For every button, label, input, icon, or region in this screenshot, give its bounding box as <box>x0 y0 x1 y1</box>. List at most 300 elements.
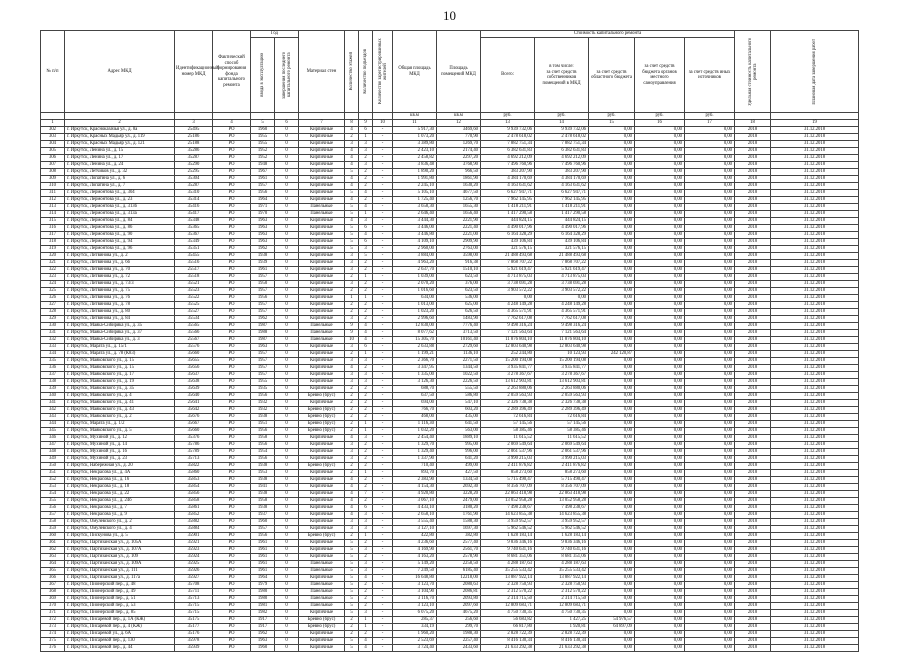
table-cell: 2018 <box>735 407 771 414</box>
table-cell: 4 750 730,35 <box>535 610 589 617</box>
table-cell: 322 <box>41 267 65 274</box>
table-cell: 4 <box>359 337 373 344</box>
header-year-group: Год <box>251 31 299 38</box>
table-cell: 4 169,90 <box>393 547 437 554</box>
table-cell: Кирпичные <box>299 365 345 372</box>
table-cell: Кирпичные <box>299 498 345 505</box>
table-cell: 31.12.2018 <box>771 505 859 512</box>
table-cell: 4677,50 <box>437 190 481 197</box>
table-cell: 10 <box>345 337 359 344</box>
table-cell: 0,00 <box>685 547 735 554</box>
table-cell: 2 <box>345 631 359 638</box>
table-cell: РО <box>213 281 251 288</box>
table-row <box>41 253 859 260</box>
table-cell: 0 <box>275 505 299 512</box>
table-cell: 0,00 <box>635 267 685 274</box>
table-cell: 35565 <box>175 323 213 330</box>
table-cell: 346 <box>41 435 65 442</box>
table-cell: 1 628 183,14 <box>535 533 589 540</box>
table-cell: 2 <box>359 631 373 638</box>
table-cell: 0 <box>275 456 299 463</box>
table-cell: 4 <box>359 190 373 197</box>
table-cell: 0,00 <box>635 218 685 225</box>
table-cell: 3 <box>359 610 373 617</box>
table-cell: г. Иркутск, Литвинова ул., д. 6б <box>65 260 175 267</box>
table-cell: 7 249,50 <box>393 568 437 575</box>
table-cell: 0,00 <box>589 491 635 498</box>
header-other-sources: за счет средств иных источников <box>685 38 735 113</box>
table-cell: 0,00 <box>635 575 685 582</box>
table-cell: 2271,50 <box>437 358 481 365</box>
table-cell: - <box>373 162 393 169</box>
table-cell: Кирпичные <box>299 190 345 197</box>
table-cell: 0,00 <box>635 603 685 610</box>
table-row <box>41 302 859 309</box>
table-cell: - <box>373 463 393 470</box>
table-row <box>41 309 859 316</box>
header-unit-cost: Удельная стоимость капитального ремонта <box>735 31 771 113</box>
table-cell: 0,00 <box>635 519 685 526</box>
table-cell: 3 <box>359 379 373 386</box>
table-cell: - <box>373 365 393 372</box>
table-cell: 31.12.2018 <box>771 575 859 582</box>
table-cell: 350 <box>41 463 65 470</box>
table-cell: 1 <box>359 211 373 218</box>
table-cell: 0,00 <box>685 512 735 519</box>
table-cell: 31.12.2018 <box>771 428 859 435</box>
table-cell: 1 <box>359 428 373 435</box>
table-cell: 334,19 <box>393 624 437 631</box>
table-cell: Кирпичные <box>299 162 345 169</box>
table-cell: 12 803 640,98 <box>481 344 535 351</box>
table-cell: г. Иркутск, Партизанская ул., д. 111 <box>65 568 175 575</box>
table-cell: 31.12.2018 <box>771 155 859 162</box>
table-cell: 444 824,15 <box>481 218 535 225</box>
table-cell: РО <box>213 512 251 519</box>
table-cell: 0 <box>275 428 299 435</box>
table-cell: 5 <box>345 246 359 253</box>
table-cell: 0,00 <box>635 512 685 519</box>
table-cell: - <box>373 554 393 561</box>
table-cell: РО <box>213 176 251 183</box>
table-cell: 2577,40 <box>437 540 481 547</box>
table-cell: г. Иркутск, Омулевского ул., д. 4 <box>65 526 175 533</box>
table-row <box>41 211 859 218</box>
table-cell: 1 <box>359 617 373 624</box>
table-cell: 0,00 <box>589 148 635 155</box>
table-cell: 5 <box>345 540 359 547</box>
table-cell: 2018 <box>735 491 771 498</box>
table-cell: Кирпичные <box>299 260 345 267</box>
table-row <box>41 568 859 575</box>
table-cell: 2018 <box>735 379 771 386</box>
table-cell: Кирпичные <box>299 400 345 407</box>
table-cell: 5 149,20 <box>393 561 437 568</box>
table-cell: 0,00 <box>685 309 735 316</box>
table-cell: - <box>373 148 393 155</box>
table-cell: 2 <box>359 386 373 393</box>
table-cell: 2018 <box>735 211 771 218</box>
table-cell: 311 <box>41 190 65 197</box>
table-cell: г. Иркутск, Мухиной ул., д. 14 <box>65 442 175 449</box>
table-cell: г. Иркутск, Пионерский пер., д. 49 <box>65 589 175 596</box>
table-cell: 335 <box>41 358 65 365</box>
table-cell: 2018 <box>735 260 771 267</box>
table-cell: 35638 <box>175 379 213 386</box>
table-cell: 0 <box>275 491 299 498</box>
table-cell: - <box>373 386 393 393</box>
table-cell: 2018 <box>735 274 771 281</box>
table-cell: 1958 <box>251 498 275 505</box>
table-cell: 35522 <box>175 295 213 302</box>
table-cell: 299,70 <box>437 624 481 631</box>
table-cell: 1964 <box>251 575 275 582</box>
table-cell: 2 289 396,49 <box>535 407 589 414</box>
table-cell: 0,00 <box>635 463 685 470</box>
table-cell: г. Иркутск, Маяковского ул., д. 4 <box>65 393 175 400</box>
table-cell: - <box>373 316 393 323</box>
table-cell: 2 061 537,96 <box>535 449 589 456</box>
table-cell: 0,00 <box>685 127 735 134</box>
table-cell: 3 738 691,28 <box>481 281 535 288</box>
table-cell: 0,00 <box>635 351 685 358</box>
table-cell: 0,00 <box>635 344 685 351</box>
table-cell: 371 <box>41 610 65 617</box>
table-cell: Кирпичные <box>299 274 345 281</box>
table-cell: 2 366,70 <box>393 358 437 365</box>
table-cell: РО <box>213 183 251 190</box>
table-cell: 1956 <box>251 456 275 463</box>
table-cell: 1962 <box>251 246 275 253</box>
table-cell: г. Иркутск, Мухиной ул., д. 23 <box>65 456 175 463</box>
table-cell: РО <box>213 582 251 589</box>
table-cell: 1 427,25 <box>535 617 589 624</box>
table-cell: 2018 <box>735 596 771 603</box>
table-row <box>41 323 859 330</box>
table-cell: 0,00 <box>685 435 735 442</box>
table-cell: 2 <box>359 281 373 288</box>
table-cell: 2 <box>345 134 359 141</box>
table-cell: 35858 <box>175 498 213 505</box>
table-cell: 35655 <box>175 358 213 365</box>
column-number: 1 <box>41 120 65 127</box>
table-cell: 2257,40 <box>437 638 481 645</box>
table-cell: 35287 <box>175 155 213 162</box>
table-cell: 2018 <box>735 323 771 330</box>
table-cell: РО <box>213 645 251 652</box>
table-cell: 361 <box>41 540 65 547</box>
table-cell: 2018 <box>735 582 771 589</box>
table-cell: 0,00 <box>589 519 635 526</box>
table-cell: 35367 <box>175 232 213 239</box>
table-cell: 3 903 572,22 <box>535 288 589 295</box>
table-cell: 35 255 533,42 <box>481 568 535 575</box>
table-row <box>41 575 859 582</box>
table-cell: РО <box>213 624 251 631</box>
table-cell: 4 <box>359 645 373 652</box>
table-cell: - <box>373 407 393 414</box>
table-cell: 0,00 <box>685 162 735 169</box>
table-cell: 35516 <box>175 260 213 267</box>
table-cell: 0,00 <box>589 386 635 393</box>
column-number: 17 <box>685 120 735 127</box>
table-cell: 7776,40 <box>437 323 481 330</box>
table-cell: 0,00 <box>685 330 735 337</box>
table-cell: 1988 <box>251 330 275 337</box>
table-cell: - <box>373 288 393 295</box>
table-cell: 0,00 <box>685 190 735 197</box>
table-cell: 13 052 958,28 <box>481 498 535 505</box>
table-cell: 2 059 563,93 <box>481 393 535 400</box>
header-total-area: Общая площадь МКД <box>393 31 437 113</box>
table-cell: РО <box>213 400 251 407</box>
table-cell: 2 <box>345 428 359 435</box>
table-cell: г. Иркутск, Маяка-Сибиряка ул., д. 35 <box>65 323 175 330</box>
table-row <box>41 386 859 393</box>
table-cell: г. Иркутск, Писаревой пер., д. 4 (КЖ) <box>65 624 175 631</box>
table-cell: 1938 <box>251 505 275 512</box>
table-cell: РО <box>213 386 251 393</box>
table-cell: 0,00 <box>685 407 735 414</box>
table-cell: 35853 <box>175 477 213 484</box>
table-cell: - <box>373 260 393 267</box>
table-cell: 0,00 <box>635 183 685 190</box>
table-cell: 0 <box>275 575 299 582</box>
table-cell: 7 868 707,22 <box>481 260 535 267</box>
table-cell: 0 <box>275 568 299 575</box>
table-cell: 2221,90 <box>437 218 481 225</box>
table-cell: - <box>373 127 393 134</box>
table-cell: 3 <box>359 435 373 442</box>
table-cell: 4 154,30 <box>393 484 437 491</box>
table-cell: 305 <box>41 148 65 155</box>
table-cell: 5 715 490,47 <box>535 477 589 484</box>
table-row <box>41 631 859 638</box>
table-cell: 1935 <box>251 386 275 393</box>
table-cell: г. Иркутск, Пионерский пер., д. 85 <box>65 610 175 617</box>
table-cell: 6 <box>359 239 373 246</box>
table-cell: 2 <box>359 477 373 484</box>
table-cell: 0,00 <box>685 134 735 141</box>
table-cell: 0,00 <box>589 393 635 400</box>
table-cell: 21 633 292,38 <box>535 645 589 652</box>
table-cell: 2018 <box>735 561 771 568</box>
table-cell: 4 <box>345 505 359 512</box>
table-cell: 0 <box>275 554 299 561</box>
table-cell: 3 990 215,03 <box>535 456 589 463</box>
table-cell: 0,00 <box>589 435 635 442</box>
table-cell: 2018 <box>735 316 771 323</box>
table-cell: 0,00 <box>685 358 735 365</box>
table-cell: г. Иркутск, Писаревой пер., д. 1А (КЖ) <box>65 617 175 624</box>
table-cell: Кирпичные <box>299 309 345 316</box>
table-cell: 3 067,10 <box>393 498 437 505</box>
table-cell: 35349 <box>175 239 213 246</box>
table-cell: - <box>373 351 393 358</box>
table-row <box>41 288 859 295</box>
table-cell: 2 960,00 <box>393 246 437 253</box>
table-cell: 352 <box>41 477 65 484</box>
table-cell: 31.12.2018 <box>771 456 859 463</box>
table-cell: 1 <box>359 134 373 141</box>
table-cell: РО <box>213 603 251 610</box>
table-cell: г. Иркутск, Литвинова ул., д. 73/3 <box>65 281 175 288</box>
table-cell: 7 498 238,67 <box>481 505 535 512</box>
table-cell: 1334,50 <box>437 477 481 484</box>
table-cell: 995,00 <box>437 442 481 449</box>
table-cell: 31.12.2018 <box>771 218 859 225</box>
table-cell: 766,70 <box>393 407 437 414</box>
table-cell: 0,00 <box>685 260 735 267</box>
table-row <box>41 407 859 414</box>
table-cell: 634,00 <box>393 295 437 302</box>
table-cell: г. Иркутск, Лермонтова ул., д. 23 <box>65 197 175 204</box>
table-row <box>41 183 859 190</box>
table-cell: 5 715 490,47 <box>481 477 535 484</box>
table-cell: 2018 <box>735 148 771 155</box>
table-cell: 0,00 <box>589 589 635 596</box>
table-cell: 2018 <box>735 505 771 512</box>
table-cell: г. Иркутск, Лермонтова ул., д. 84 <box>65 218 175 225</box>
table-cell: 0,00 <box>685 421 735 428</box>
table-cell: Бревно (брус) <box>299 428 345 435</box>
table-cell: - <box>373 344 393 351</box>
table-cell: 0,00 <box>685 274 735 281</box>
table-cell: 2 <box>359 449 373 456</box>
table-cell: Кирпичные <box>299 246 345 253</box>
table-row <box>41 533 859 540</box>
table-cell: 2 328 750,93 <box>535 582 589 589</box>
table-cell: 338 <box>41 379 65 386</box>
table-cell: - <box>373 631 393 638</box>
table-row <box>41 281 859 288</box>
table-cell: 1 <box>359 274 373 281</box>
table-cell: 3 278 367,67 <box>481 372 535 379</box>
table-cell: 31.12.2018 <box>771 400 859 407</box>
table-cell: 35175 <box>175 617 213 624</box>
table-cell: 9 836 346,16 <box>535 540 589 547</box>
table-cell: РО <box>213 232 251 239</box>
table-cell: 5 <box>345 582 359 589</box>
table-cell: г. Иркутск, Партизанская ул., д. 105А <box>65 540 175 547</box>
table-cell: Панельные <box>299 596 345 603</box>
table-cell: 1957 <box>251 365 275 372</box>
table-cell: г. Иркутск, Литвинова ул., д. 80 <box>65 309 175 316</box>
table-cell: 35860 <box>175 470 213 477</box>
table-cell: г. Иркутск, Писаревой пер., д. 44 <box>65 645 175 652</box>
column-number: 12 <box>437 120 481 127</box>
table-cell: 12 830,00 <box>393 323 437 330</box>
table-cell: 35660 <box>175 428 213 435</box>
table-cell: 0 <box>275 631 299 638</box>
table-cell: 0 <box>275 183 299 190</box>
table-cell: 0 <box>275 561 299 568</box>
table-cell: 31.12.2018 <box>771 225 859 232</box>
table-cell: РО <box>213 589 251 596</box>
table-cell: 1964 <box>251 197 275 204</box>
table-cell: 35924 <box>175 554 213 561</box>
table-cell: - <box>373 211 393 218</box>
table-cell: - <box>373 232 393 239</box>
table-cell: Бревно (брус) <box>299 393 345 400</box>
table-cell: 2 312 570,22 <box>535 589 589 596</box>
table-cell: 4 <box>359 638 373 645</box>
table-cell: 35715 <box>175 603 213 610</box>
table-cell: 0,00 <box>589 211 635 218</box>
table-cell: 1697,30 <box>437 526 481 533</box>
table-cell: Кирпичные <box>299 302 345 309</box>
table-cell: 0,00 <box>635 547 685 554</box>
table-cell: 0,00 <box>685 442 735 449</box>
table-cell: 31.12.2018 <box>771 547 859 554</box>
table-cell: 0,00 <box>589 477 635 484</box>
table-cell: 0,00 <box>635 456 685 463</box>
table-cell: 31.12.2018 <box>771 435 859 442</box>
table-cell: 4 <box>345 148 359 155</box>
table-cell: 0,00 <box>589 645 635 652</box>
table-cell: 35789 <box>175 449 213 456</box>
table-cell: 2018 <box>735 344 771 351</box>
table-cell: 5 917,30 <box>393 127 437 134</box>
table-cell: 31.12.2018 <box>771 484 859 491</box>
table-cell: 5 <box>359 253 373 260</box>
table-cell: 31.12.2018 <box>771 442 859 449</box>
table-cell: 1 <box>345 295 359 302</box>
table-cell: 330 <box>41 323 65 330</box>
table-cell: 3 <box>359 162 373 169</box>
table-cell: 0,00 <box>685 631 735 638</box>
table-cell: 0,00 <box>635 365 685 372</box>
table-cell: 5 <box>345 638 359 645</box>
table-cell: 0,00 <box>685 351 735 358</box>
table-cell: 0,00 <box>589 337 635 344</box>
table-row <box>41 449 859 456</box>
table-cell: 0,00 <box>685 204 735 211</box>
table-cell: 6 164 328,29 <box>535 232 589 239</box>
table-cell: 0 <box>275 260 299 267</box>
table-cell: 5 <box>345 568 359 575</box>
table-cell: 0,00 <box>685 624 735 631</box>
table-cell: 1932 <box>251 400 275 407</box>
table-cell: 72 616,84 <box>535 414 589 421</box>
table-cell: РО <box>213 246 251 253</box>
table-cell: г. Иркутск, Писаревой пер., д. 130 <box>65 638 175 645</box>
table-cell: 0,00 <box>589 400 635 407</box>
table-cell: 35786 <box>175 442 213 449</box>
table-cell: 0,00 <box>685 281 735 288</box>
table-cell: 0 <box>275 225 299 232</box>
table-cell: 35713 <box>175 596 213 603</box>
table-cell: 4 384 170,69 <box>535 176 589 183</box>
table-cell: 0 <box>275 526 299 533</box>
table-cell: 9 740 631,16 <box>535 547 589 554</box>
table-cell: 35884 <box>175 526 213 533</box>
table-cell: РО <box>213 379 251 386</box>
table-cell: - <box>373 442 393 449</box>
table-cell: 0,00 <box>589 330 635 337</box>
table-cell: 1136,10 <box>437 351 481 358</box>
table-cell: 2 828 722,39 <box>535 631 589 638</box>
table-cell: 2018 <box>735 386 771 393</box>
table-cell: 2018 <box>735 484 771 491</box>
table-cell: 5 <box>345 190 359 197</box>
table-cell: г. Иркутск, Некрасова ул., д. 4А <box>65 470 175 477</box>
table-cell: 31.12.2018 <box>771 190 859 197</box>
table-cell: 2763,00 <box>437 246 481 253</box>
table-cell: 2 326 738,38 <box>481 400 535 407</box>
table-cell: 2018 <box>735 127 771 134</box>
table-cell: 0,00 <box>589 141 635 148</box>
